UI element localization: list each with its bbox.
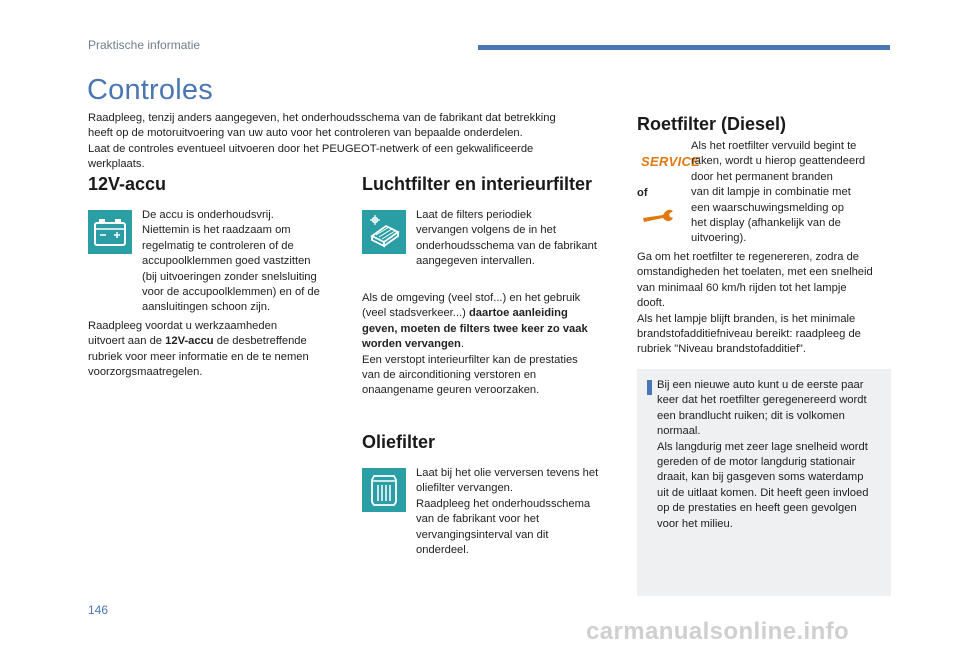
text-line: van dit lampje in combinatie met [691, 186, 851, 199]
text-line: van de airconditioning verstoren en [362, 369, 537, 382]
text-line: vervangingsinterval van dit [416, 528, 549, 541]
roetfilter-text [691, 139, 891, 247]
text-line: vervangen volgens de in het [416, 224, 556, 237]
intro-paragraph [88, 111, 588, 173]
text-line: De accu is onderhoudsvrij. [142, 209, 274, 221]
roetfilter-paragraph-2 [637, 250, 897, 358]
text-line: geven, moeten de filters twee keer zo vaak [362, 322, 588, 335]
oliefilter-text [416, 466, 626, 558]
text-line: Als de omgeving (veel stof...) en het gebruik [362, 292, 581, 304]
text-line: keer dat het roetfilter geregenereerd wordt [657, 394, 867, 407]
text-line: uitvoering). [691, 232, 747, 245]
text-line: gereden of de motor langdurig stationair [657, 456, 856, 469]
intro-line: Laat de controles eventueel uitvoeren door het PEUGEOT-netwerk of een gekwalificeerde [88, 142, 534, 155]
watermark: carmanualsonline.info [586, 618, 850, 645]
text-line: dooft. [637, 297, 665, 310]
text-line: door het permanent branden [691, 170, 833, 183]
intro-line: werkplaats. [88, 158, 145, 171]
text-line: voor de accupoolklemmen) en of de [142, 286, 320, 299]
air-filter-icon [362, 210, 406, 254]
text-line: uit de uitlaat komen. Dit heeft geen invloed [657, 486, 869, 499]
text-line: regelmatig te controleren of de [142, 239, 294, 252]
text-line: Als het roetfilter vervuild begint te [691, 140, 857, 152]
text-line: Als het lampje blijft branden, is het minimale [637, 312, 856, 325]
text-line: raken, wordt u hierop geattendeerd [691, 155, 866, 168]
oliefilter-heading: Oliefilter [362, 432, 436, 452]
text-line: oliefilter vervangen. [416, 482, 514, 495]
page-title: Controles [87, 74, 213, 106]
text-line: Raadpleeg het onderhoudsschema [416, 497, 591, 510]
text-line: een brandlucht ruiken; dit is volkomen [657, 409, 845, 422]
text-line: voor het milieu. [657, 517, 733, 530]
text-line: Als langdurig met zeer lage snelheid wordt [657, 440, 868, 453]
text-line: voorzorgsmaatregelen. [88, 366, 203, 379]
info-text [657, 378, 889, 532]
text-line: rubriek voor meer informatie en de te nemen [88, 350, 309, 363]
text-line: normaal. [657, 425, 701, 438]
intro-line: heeft op de motoruitvoering van uw auto voor het controleren van bepaalde onderdelen. [88, 127, 523, 140]
page-number: 146 [88, 603, 109, 617]
header-bar [478, 45, 890, 50]
text-line: het display (afhankelijk van de [691, 217, 841, 230]
accu-paragraph-2 [88, 319, 348, 381]
text-line: Niettemin is het raadzaam om [142, 224, 291, 237]
text-line: Ga om het roetfilter te regenereren, zodra de [637, 251, 860, 263]
luchtfilter-paragraph-2 [362, 291, 622, 399]
text-line: rubriek "Niveau brandstofadditief". [637, 343, 807, 356]
luchtfilter-text [416, 208, 616, 270]
accu-text [142, 208, 342, 316]
text-line: (veel stadsverkeer...) daartoe aanleiding [362, 307, 568, 320]
text-line: onderhoudsschema van de fabrikant [416, 239, 597, 252]
text-line: Laat de filters periodiek [416, 209, 532, 221]
wrench-icon [641, 206, 675, 233]
text-line: een waarschuwingsmelding op [691, 201, 844, 214]
text-line: Raadpleeg voordat u werkzaamheden [88, 320, 278, 332]
text-line: van minimaal 60 km/h rijden tot het lampje [637, 281, 847, 294]
text-line: brandstofadditiefniveau bereikt: raadpleeg de [637, 328, 861, 341]
text-line: op de prestaties en heeft geen gevolgen [657, 502, 857, 515]
text-line: aansluitingen schoon zijn. [142, 301, 271, 314]
text-line: Laat bij het olie verversen tevens het [416, 467, 599, 479]
text-line: worden vervangen. [362, 338, 464, 351]
intro-line: Raadpleeg, tenzij anders aangegeven, het onderhoudsschema van de fabrikant dat betrekking [88, 112, 556, 124]
roetfilter-heading: Roetfilter (Diesel) [637, 114, 787, 134]
text-line: van de fabrikant voor het [416, 513, 540, 526]
section-header: Praktische informatie [88, 38, 201, 52]
text-line: draait, kan bij gasgeven soms waterdamp [657, 471, 864, 484]
info-icon [647, 380, 652, 395]
text-line: onaangename geuren veroorzaken. [362, 384, 540, 397]
text-line: omstandigheden het toelaten, met een snelheid [637, 266, 873, 279]
luchtfilter-heading: Luchtfilter en interieurfilter [362, 174, 593, 194]
or-label: of [637, 187, 648, 199]
text-line: (bij uitvoeringen zonder snelsluiting [142, 270, 317, 283]
text-line: onderdeel. [416, 544, 469, 557]
text-line: accupoolklemmen goed vastzitten [142, 255, 311, 268]
text-line: Bij een nieuwe auto kunt u de eerste paar [657, 379, 864, 391]
car-battery-icon [88, 210, 132, 254]
text-line: uitvoert aan de 12V-accu de desbetreffende [88, 335, 307, 348]
text-line: Een verstopt interieurfilter kan de prestaties [362, 353, 578, 366]
accu-heading: 12V-accu [88, 174, 167, 194]
text-line: aangegeven intervallen. [416, 255, 535, 268]
oil-filter-icon [362, 468, 406, 512]
service-warning-icon: SERVICE [641, 154, 701, 169]
